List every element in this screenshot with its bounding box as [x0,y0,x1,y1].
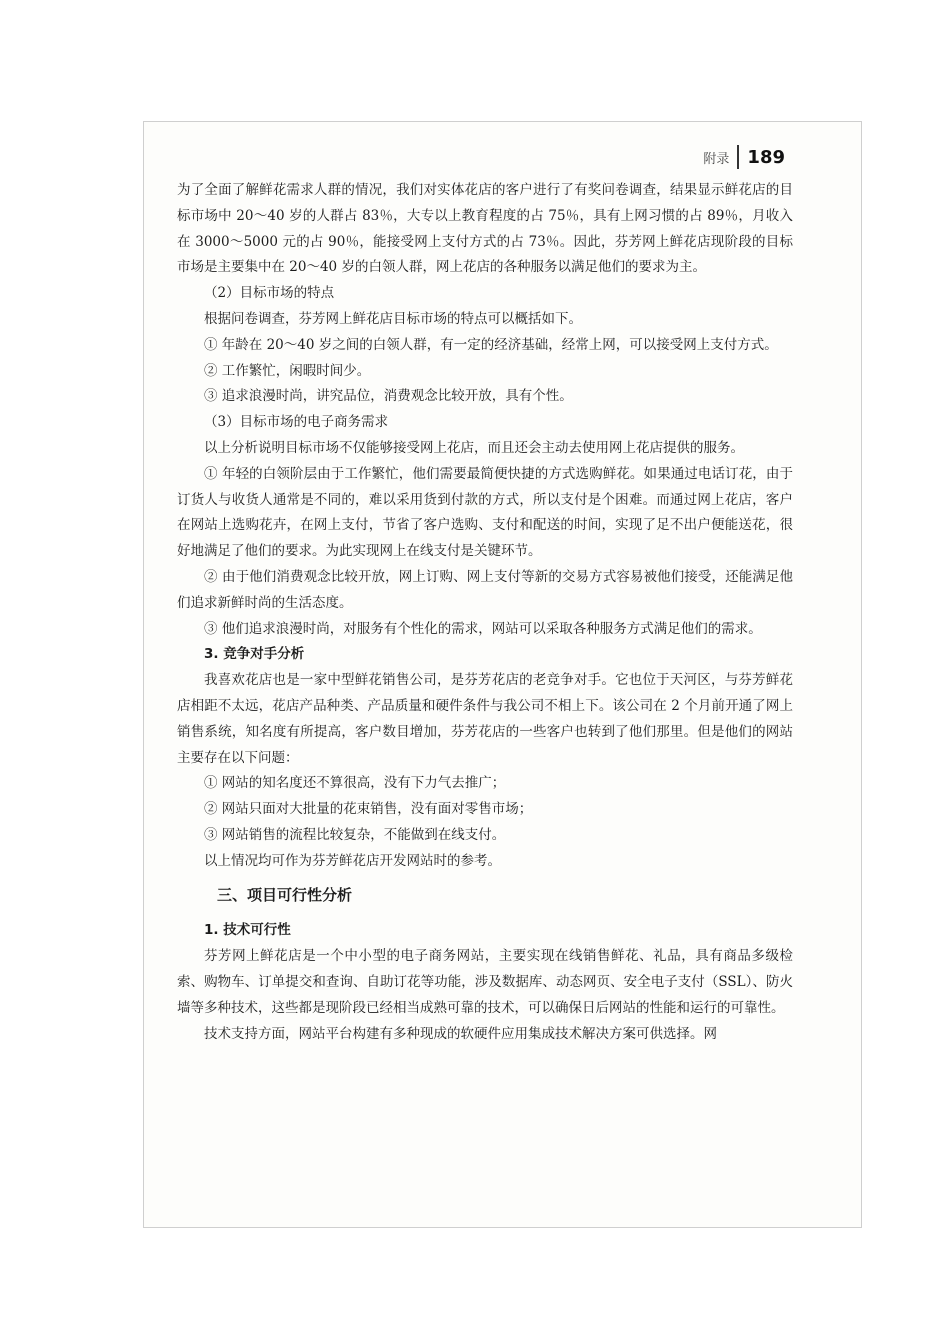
page-number: 189 [747,146,785,168]
running-header [703,145,785,169]
paragraph: （2）目标市场的特点 [204,285,335,302]
header-label: 附录 [703,151,730,167]
paragraph: ① 网站的知名度还不算很高，没有下力气去推广； [204,775,506,792]
paragraph: ② 工作繁忙，闲暇时间少。 [204,362,371,379]
paragraph: ② 网站只面对大批量的花束销售，没有面对零售市场； [204,801,533,818]
paragraph: 以上分析说明目标市场不仅能够接受网上花店，而且还会主动去使用网上花店提供的服务。 [204,439,744,456]
subsection-heading: 3. 竞争对手分析 [204,646,305,663]
book-page [143,121,862,1228]
section-heading: 三、项目可行性分析 [217,885,353,904]
paragraph: （3）目标市场的电子商务需求 [204,414,389,431]
paragraph: 为了全面了解鲜花需求人群的情况，我们对实体花店的客户进行了有奖问卷调查，结果显示鲜花店的目标市场中 20～40 岁的人群占 83％，大专以上教育程度的占 75％，具有上网习惯的占 89％，月收入在 3000～5000 元的占 90％，能接受网上支付方式的占 73％。因此，芬芳网上鲜花店现阶段的目标市场是主要集中在 20～40 岁的白领人群，网上花店的各种服务以满足他们的要求为主。 [177,182,793,276]
paragraph: 以上情况均可作为芬芳鲜花店开发网站时的参考。 [204,852,501,869]
paragraph: 技术支持方面，网站平台构建有多种现成的软硬件应用集成技术解决方案可供选择。网 [204,1025,717,1042]
subsection-heading: 1. 技术可行性 [204,922,291,939]
paragraph: ② 由于他们消费观念比较开放，网上订购、网上支付等新的交易方式容易被他们接受，还能满足他们追求新鲜时尚的生活态度。 [177,568,793,611]
paragraph: 我喜欢花店也是一家中型鲜花销售公司，是芬芳花店的老竞争对手。它也位于天河区，与芬芳鲜花店相距不太远，花店产品种类、产品质量和硬件条件与我公司不相上下。该公司在 2 个月前开通了网上销售系统，知名度有所提高，客户数目增加，芬芳花店的一些客户也转到了他们那里。但是他们的网站主要存在以下问题： [177,672,793,766]
paragraph: ③ 追求浪漫时尚，讲究品位，消费观念比较开放，具有个性。 [204,388,573,405]
header-divider [737,145,739,169]
paragraph: 根据问卷调查，芬芳网上鲜花店目标市场的特点可以概括如下。 [204,310,582,327]
paragraph: ③ 他们追求浪漫时尚，对服务有个性化的需求，网站可以采取各种服务方式满足他们的需求。 [204,620,762,637]
page-body [177,178,793,1047]
paragraph: ① 年龄在 20～40 岁之间的白领人群，有一定的经济基础，经常上网，可以接受网上支付方式。 [204,336,778,353]
paragraph: 芬芳网上鲜花店是一个中小型的电子商务网站，主要实现在线销售鲜花、礼品，具有商品多级检索、购物车、订单提交和查询、自助订花等功能，涉及数据库、动态网页、安全电子支付（SSL）、防火墙等多种技术，这些都是现阶段已经相当成熟可靠的技术，可以确保日后网站的性能和运行的可靠性。 [177,948,793,1016]
paragraph: ① 年轻的白领阶层由于工作繁忙，他们需要最简便快捷的方式选购鲜花。如果通过电话订花，由于订货人与收货人通常是不同的，难以采用货到付款的方式，所以支付是个困难。而通过网上花店，客户在网站上选购花卉，在网上支付，节省了客户选购、支付和配送的时间，实现了足不出户便能送花，很好地满足了他们的要求。为此实现网上在线支付是关键环节。 [177,465,793,560]
paragraph: ③ 网站销售的流程比较复杂，不能做到在线支付。 [204,826,506,843]
